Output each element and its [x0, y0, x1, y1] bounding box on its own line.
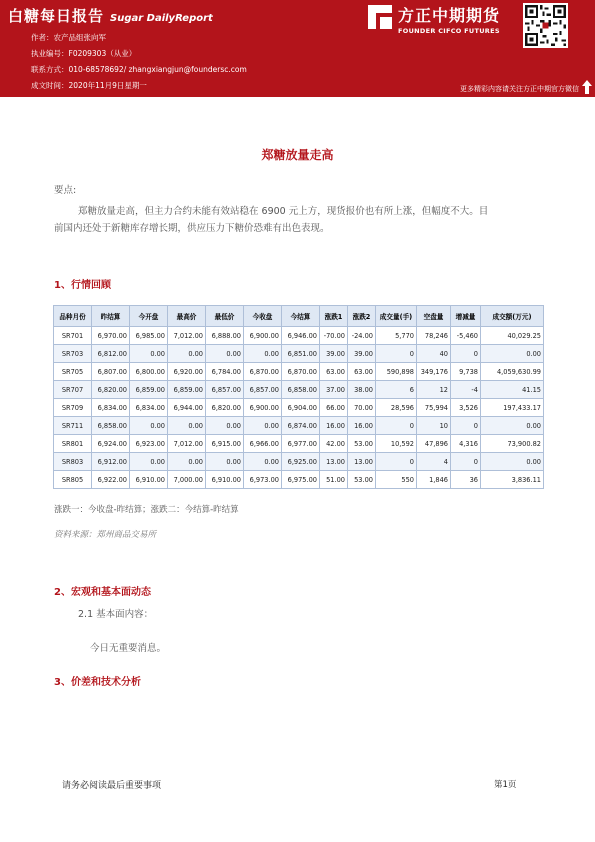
- table-cell: 6,834.00: [92, 399, 130, 417]
- table-cell: 63.00: [348, 363, 376, 381]
- table-cell: 13.00: [348, 453, 376, 471]
- table-header-row: [54, 306, 544, 327]
- table-cell: 3,836.11: [481, 471, 544, 489]
- table-cell: 0: [451, 417, 481, 435]
- table-header-cell: 今结算: [282, 306, 320, 327]
- table-cell: 13.00: [320, 453, 348, 471]
- contact-line: 联系方式：010-68578692/ zhangxiangjun@foundersc.com: [31, 65, 247, 74]
- table-cell: SR711: [54, 417, 92, 435]
- table-cell: -24.00: [348, 327, 376, 345]
- table-cell: 6,859.00: [130, 381, 168, 399]
- table-cell: 6,784.00: [206, 363, 244, 381]
- table-header-cell: 增减量: [451, 306, 481, 327]
- table-cell: 42.00: [320, 435, 348, 453]
- table-cell: 6,820.00: [92, 381, 130, 399]
- table-header-cell: 涨跌2: [348, 306, 376, 327]
- table-cell: 0: [376, 453, 417, 471]
- page-title: 郑糖放量走高: [261, 148, 334, 162]
- table-cell: 0.00: [130, 417, 168, 435]
- table-cell: 40,029.25: [481, 327, 544, 345]
- table-cell: 550: [376, 471, 417, 489]
- table-cell: 3,526: [451, 399, 481, 417]
- table-cell: 6,910.00: [206, 471, 244, 489]
- summary-label: 要点:: [54, 185, 77, 196]
- table-cell: 6,800.00: [130, 363, 168, 381]
- table-row: [54, 471, 544, 489]
- table-cell: 0.00: [244, 417, 282, 435]
- table-header-cell: 昨结算: [92, 306, 130, 327]
- table-cell: 6,925.00: [282, 453, 320, 471]
- data-source: 资料来源：郑州商品交易所: [54, 530, 157, 540]
- table-cell: 7,012.00: [168, 435, 206, 453]
- table-cell: 4,059,630.99: [481, 363, 544, 381]
- table-cell: -4: [451, 381, 481, 399]
- table-header-cell: 涨跌1: [320, 306, 348, 327]
- section-heading-market-review: 1、行情回顾: [54, 280, 111, 291]
- page-number: 第1页: [494, 780, 517, 790]
- subsection-heading-fundamentals: 2.1 基本面内容：: [78, 609, 154, 620]
- table-cell: 39.00: [320, 345, 348, 363]
- logo-text-cn: 方正中期期货: [398, 6, 501, 25]
- table-cell: 0.00: [481, 417, 544, 435]
- logo-text-en: FOUNDER CIFCO FUTURES: [398, 27, 500, 35]
- table-cell: 590,898: [376, 363, 417, 381]
- table-cell: 6,912.00: [92, 453, 130, 471]
- table-cell: 16.00: [320, 417, 348, 435]
- table-cell: 6,973.00: [244, 471, 282, 489]
- table-cell: SR801: [54, 435, 92, 453]
- table-cell: 6,975.00: [282, 471, 320, 489]
- table-cell: SR805: [54, 471, 92, 489]
- section-heading-spread-analysis: 3、价差和技术分析: [54, 677, 141, 688]
- table-cell: 6,904.00: [282, 399, 320, 417]
- report-header: [0, 0, 595, 97]
- table-cell: 6,946.00: [282, 327, 320, 345]
- table-header-cell: 成交额(万元): [481, 306, 544, 327]
- table-cell: SR703: [54, 345, 92, 363]
- table-cell: 6,924.00: [92, 435, 130, 453]
- table-cell: 6,820.00: [206, 399, 244, 417]
- table-cell: 16.00: [348, 417, 376, 435]
- table-cell: 197,433.17: [481, 399, 544, 417]
- table-cell: 6,807.00: [92, 363, 130, 381]
- table-cell: 0.00: [206, 453, 244, 471]
- table-cell: 6,888.00: [206, 327, 244, 345]
- table-cell: SR705: [54, 363, 92, 381]
- table-header-cell: 今收盘: [244, 306, 282, 327]
- table-cell: 5,770: [376, 327, 417, 345]
- table-row: [54, 453, 544, 471]
- table-row: [54, 363, 544, 381]
- table-header-cell: 空盘量: [417, 306, 451, 327]
- table-cell: 0.00: [130, 345, 168, 363]
- table-cell: 51.00: [320, 471, 348, 489]
- table-cell: SR803: [54, 453, 92, 471]
- table-cell: 40: [417, 345, 451, 363]
- table-row: [54, 345, 544, 363]
- table-cell: SR709: [54, 399, 92, 417]
- table-cell: 6,870.00: [282, 363, 320, 381]
- table-cell: 10: [417, 417, 451, 435]
- table-row: [54, 381, 544, 399]
- founder-logo-icon: [366, 3, 394, 31]
- table-cell: 9,738: [451, 363, 481, 381]
- table-cell: 0: [451, 345, 481, 363]
- table-cell: 6,970.00: [92, 327, 130, 345]
- table-cell: 75,994: [417, 399, 451, 417]
- table-cell: 0.00: [206, 417, 244, 435]
- table-cell: 0.00: [168, 345, 206, 363]
- table-cell: 6,915.00: [206, 435, 244, 453]
- table-cell: 6,858.00: [282, 381, 320, 399]
- table-cell: 6,857.00: [244, 381, 282, 399]
- table-cell: 6,858.00: [92, 417, 130, 435]
- table-cell: 53.00: [348, 471, 376, 489]
- table-cell: 6,834.00: [130, 399, 168, 417]
- table-cell: 70.00: [348, 399, 376, 417]
- table-cell: 0: [376, 417, 417, 435]
- table-cell: 0.00: [206, 345, 244, 363]
- author-line: 作者：农产品组张向军: [31, 33, 106, 42]
- table-cell: 63.00: [320, 363, 348, 381]
- table-cell: 0: [376, 345, 417, 363]
- table-cell: 38.00: [348, 381, 376, 399]
- table-header-cell: 品种月份: [54, 306, 92, 327]
- table-cell: 6,857.00: [206, 381, 244, 399]
- table-header-cell: 今开盘: [130, 306, 168, 327]
- table-cell: 6,977.00: [282, 435, 320, 453]
- table-cell: 0.00: [168, 417, 206, 435]
- summary-line-2: 前国内还处于新糖库存增长期，供应压力下糖价恐难有出色表现。: [54, 223, 330, 234]
- table-cell: 78,246: [417, 327, 451, 345]
- table-header-cell: 最低价: [206, 306, 244, 327]
- table-cell: 6,870.00: [244, 363, 282, 381]
- table-cell: 0.00: [481, 453, 544, 471]
- table-cell: 4: [417, 453, 451, 471]
- report-title-en: Sugar DailyReport: [110, 13, 213, 24]
- table-cell: SR707: [54, 381, 92, 399]
- wechat-follow-note: 更多精彩内容请关注方正中期官方微信: [460, 85, 579, 93]
- report-title-cn: 白糖每日报告: [8, 7, 105, 25]
- fundamentals-body: 今日无重要消息。: [90, 643, 167, 654]
- table-header-cell: 成交量(手): [376, 306, 417, 327]
- table-cell: 39.00: [348, 345, 376, 363]
- table-cell: 6,985.00: [130, 327, 168, 345]
- section-heading-macro: 2、宏观和基本面动态: [54, 587, 151, 598]
- table-cell: 6,922.00: [92, 471, 130, 489]
- table-cell: 6,944.00: [168, 399, 206, 417]
- table-cell: 66.00: [320, 399, 348, 417]
- table-cell: 6,874.00: [282, 417, 320, 435]
- table-cell: 6,900.00: [244, 399, 282, 417]
- table-cell: 6,920.00: [168, 363, 206, 381]
- table-row: [54, 417, 544, 435]
- table-row: [54, 435, 544, 453]
- table-cell: 6,859.00: [168, 381, 206, 399]
- table-cell: 6,851.00: [282, 345, 320, 363]
- table-cell: -5,460: [451, 327, 481, 345]
- date-line: 成文时间：2020年11月9日星期一: [31, 81, 147, 90]
- table-cell: 0.00: [244, 345, 282, 363]
- table-cell: 4,316: [451, 435, 481, 453]
- table-cell: 0: [451, 453, 481, 471]
- arrow-up-icon: [582, 80, 592, 94]
- table-cell: 0.00: [244, 453, 282, 471]
- table-cell: 349,176: [417, 363, 451, 381]
- table-cell: 53.00: [348, 435, 376, 453]
- table-row: [54, 327, 544, 345]
- table-cell: 41.15: [481, 381, 544, 399]
- license-line: 执业编号：F0209303（从业）: [31, 49, 137, 58]
- table-note: 涨跌一：今收盘-昨结算；涨跌二：今结算-昨结算: [54, 505, 239, 515]
- summary-line-1: 郑糖放量走高，但主力合约未能有效站稳在 6900 元上方，现货报价也有所上涨，但幅度不大。目: [78, 206, 489, 217]
- table-cell: 6,910.00: [130, 471, 168, 489]
- table-cell: 0.00: [168, 453, 206, 471]
- founder-logo: [366, 3, 514, 43]
- table-cell: SR701: [54, 327, 92, 345]
- table-cell: -70.00: [320, 327, 348, 345]
- table-cell: 6,900.00: [244, 327, 282, 345]
- table-row: [54, 399, 544, 417]
- footer-notice: 请务必阅读最后重要事项: [62, 781, 162, 791]
- wechat-qr-code-icon: [523, 3, 568, 48]
- table-cell: 6,812.00: [92, 345, 130, 363]
- table-header-cell: 最高价: [168, 306, 206, 327]
- table-cell: 6,966.00: [244, 435, 282, 453]
- table-cell: 73,900.82: [481, 435, 544, 453]
- table-cell: 37.00: [320, 381, 348, 399]
- table-cell: 7,000.00: [168, 471, 206, 489]
- table-cell: 7,012.00: [168, 327, 206, 345]
- report-title: [8, 5, 213, 26]
- market-table: [53, 305, 543, 489]
- table-cell: 10,592: [376, 435, 417, 453]
- table-cell: 0.00: [481, 345, 544, 363]
- table-cell: 36: [451, 471, 481, 489]
- table-cell: 12: [417, 381, 451, 399]
- table-cell: 47,896: [417, 435, 451, 453]
- table-cell: 0.00: [130, 453, 168, 471]
- table-cell: 6: [376, 381, 417, 399]
- table-cell: 1,846: [417, 471, 451, 489]
- table-cell: 28,596: [376, 399, 417, 417]
- table-cell: 6,923.00: [130, 435, 168, 453]
